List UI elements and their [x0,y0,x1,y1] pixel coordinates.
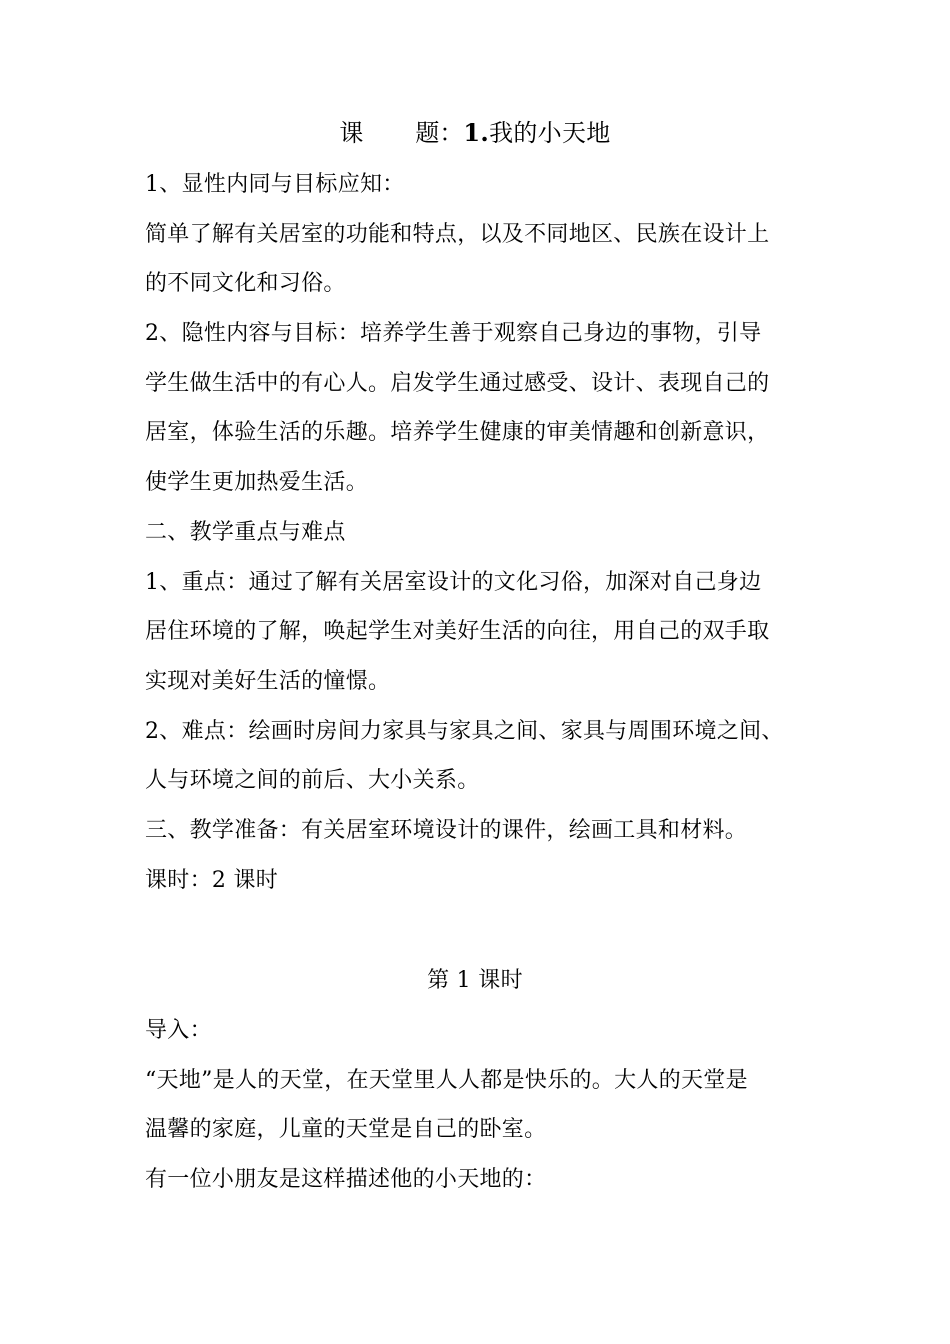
paragraph-line: 1、显性内同与目标应知： [145,172,405,197]
paragraph-line: 1、重点：通过了解有关居室设计的文化习俗，加深对自己身边 [145,570,762,595]
paragraph-line: 学生做生活中的有心人。启发学生通过感受、设计、表现自己的 [145,371,770,396]
section-heading-3: 三、教学准备：有关居室环境设计的课件，绘画工具和材料。 [145,818,748,843]
paragraph-line: 有一位小朋友是这样描述他的小天地的： [145,1167,547,1192]
lesson-period-heading: 第 1 课时 [427,968,523,993]
title-label-b: 题： [415,119,464,147]
title-label-a: 课 [339,119,364,147]
paragraph-line: 使学生更加热爱生活。 [145,470,369,495]
paragraph-line: 2、难点：绘画时房间力家具与家具之间、家具与周围环境之间、 [145,719,784,744]
paragraph-line: 居住环境的了解，唤起学生对美好生活的向往，用自己的双手取 [145,619,770,644]
paragraph-line: 简单了解有关居室的功能和特点，以及不同地区、民族在设计上 [145,222,770,247]
section-heading-2: 二、教学重点与难点 [145,520,346,545]
paragraph-line: 的不同文化和习俗。 [145,271,346,296]
paragraph-line: 温馨的家庭，儿童的天堂是自己的卧室。 [145,1117,547,1142]
intro-label: 导入： [145,1018,212,1043]
lesson-title [0,118,950,148]
class-hours: 课时：2 课时 [145,868,279,893]
paragraph-line: “天地”是人的天堂，在天堂里人人都是快乐的。大人的天堂是 [145,1068,748,1093]
paragraph-line: 实现对美好生活的憧憬。 [145,669,391,694]
title-number: 1. [463,118,490,147]
paragraph-line: 人与环境之间的前后、大小关系。 [145,768,480,793]
title-text: 我的小天地 [489,119,611,147]
paragraph-line: 2、隐性内容与目标：培养学生善于观察自己身边的事物，引导 [145,321,762,346]
paragraph-line: 居室，体验生活的乐趣。培养学生健康的审美情趣和创新意识， [145,420,770,445]
